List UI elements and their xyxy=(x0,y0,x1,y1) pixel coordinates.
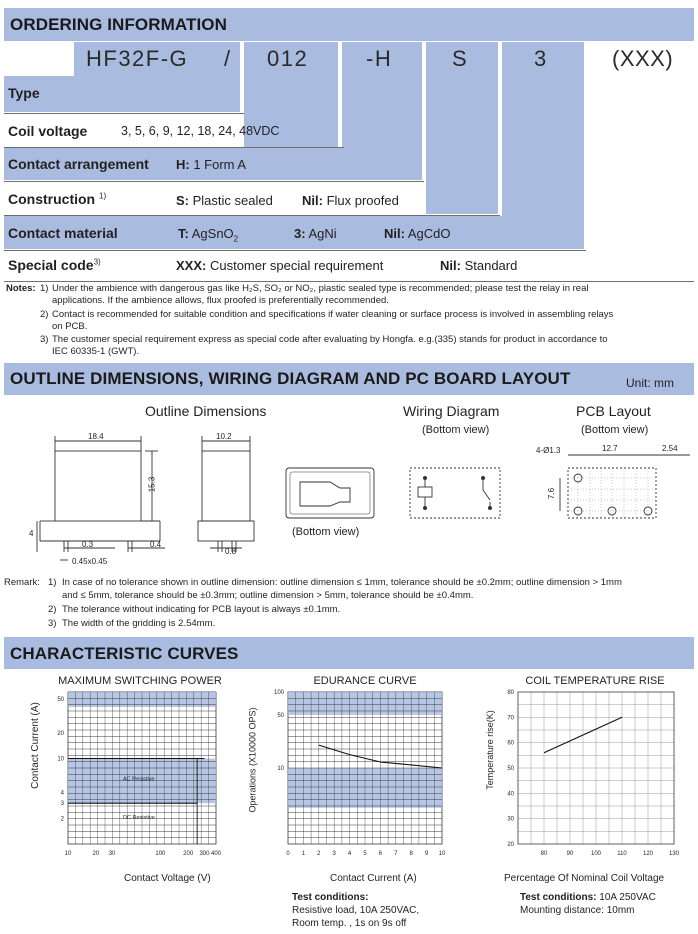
construction-flux: Nil: Flux proofed xyxy=(302,193,399,208)
chart1-xtick-3: 100 xyxy=(155,851,166,857)
chart2-xtick-0: 0 xyxy=(286,851,290,857)
remark-1-line1: In case of no tolerance shown in outline dimension: outline dimension ≤ 1mm, tolerance should be ±0.2mm; outline dimension > 1mm xyxy=(62,577,622,588)
chart2-xtick-3: 3 xyxy=(332,851,336,857)
chart3-ytick-0: 20 xyxy=(507,842,514,848)
type-code: HF32F-G xyxy=(86,46,189,71)
chart3-xtick-0: 80 xyxy=(540,851,548,857)
chart1-ytick-3: 10 xyxy=(57,756,64,763)
outline-title: OUTLINE DIMENSIONS, WIRING DIAGRAM AND PC BOARD LAYOUT xyxy=(10,369,571,388)
note-3-num: 3) xyxy=(40,334,49,345)
pcb-dim-12-7: 12.7 xyxy=(602,444,618,453)
pcb-bottom-view: (Bottom view) xyxy=(581,424,649,436)
note-2-line1: Contact is recommended for suitable condition and specifications if water cleaning or surface process is involved in assembling relays xyxy=(52,309,614,320)
note-1-line1: Under the ambience with dangerous gas like H₂S, SO₂ or NO₂, plastic sealed type is recommended; please test the relay in real xyxy=(52,283,589,294)
pcb-layout-title: PCB Layout xyxy=(576,403,651,419)
pcb-dim-7-6: 7.6 xyxy=(547,487,557,500)
chart3-ytick-1: 30 xyxy=(507,816,514,823)
arrangement-code: -H xyxy=(366,46,393,71)
chart2-xtick-5: 5 xyxy=(363,851,367,857)
note-3-line1: The customer special requirement express as special code after evaluating by Hongfa. e.g.(335) stands for product in accordance to xyxy=(52,334,608,345)
chart1-legend-0: AC Resistive xyxy=(123,776,155,783)
chart2-ytick-2: 100 xyxy=(273,690,284,696)
chart2-xtick-1: 1 xyxy=(301,851,306,857)
remark-1-line2: and ≤ 5mm, tolerance should be ±0.3mm; outline dimension > 5mm, tolerance should be ±0.4mm. xyxy=(62,590,474,601)
dim-15-3: 15.3 xyxy=(147,476,157,493)
coil-test-line2: Mounting distance: 10mm xyxy=(520,905,635,916)
chart1-ytick-5: 50 xyxy=(57,696,64,703)
remark-label: Remark: xyxy=(4,577,40,588)
chart2-title: EDURANCE CURVE xyxy=(313,675,417,687)
wiring-diagram-title: Wiring Diagram xyxy=(403,403,500,419)
chart3-xtick-3: 110 xyxy=(617,851,627,857)
dim-10-2: 10.2 xyxy=(216,432,232,441)
contact-arrangement-label: Contact arrangement xyxy=(8,156,149,172)
dim-0-45: 0.45x0.45 xyxy=(72,557,108,566)
pcb-holes-label: 4-Ø1.3 xyxy=(536,446,561,455)
chart2-xlabel: Contact Current (A) xyxy=(330,873,417,884)
chart1-xtick-4: 200 xyxy=(183,851,194,857)
chart1-xlabel: Contact Voltage (V) xyxy=(124,873,211,884)
chart1-ytick-1: 3 xyxy=(60,801,64,808)
chart1-xtick-1: 20 xyxy=(92,851,100,857)
note-2-line2: on PCB. xyxy=(52,321,88,332)
curves-title: CHARACTERISTIC CURVES xyxy=(10,644,239,663)
slash-code: / xyxy=(224,46,232,71)
unit-label: Unit: mm xyxy=(626,376,674,390)
chart3-ytick-6: 80 xyxy=(507,690,514,696)
chart2-xtick-2: 2 xyxy=(317,851,321,857)
pcb-dim-2-54: 2.54 xyxy=(662,444,678,453)
notes-label: Notes: xyxy=(6,283,36,294)
material-agni: 3: AgNi xyxy=(294,226,337,241)
note-2-num: 2) xyxy=(40,309,49,320)
remark-3-num: 3) xyxy=(48,618,57,629)
chart1-xtick-5: 300 xyxy=(199,851,210,857)
chart1-xtick-0: 10 xyxy=(64,851,72,857)
contact-material-label: Contact material xyxy=(8,225,118,241)
outline-dimensions-title: Outline Dimensions xyxy=(145,403,267,419)
special-code-nil: Nil: Standard xyxy=(440,258,518,273)
chart3-title: COIL TEMPERATURE RISE xyxy=(525,675,665,687)
chart3-xlabel: Percentage Of Nominal Coil Voltage xyxy=(504,873,665,884)
note-1-line2: applications. If the ambience allows, flux proofed is preferentially recommended. xyxy=(52,295,389,306)
contact-arrangement-value: H: 1 Form A xyxy=(176,157,247,172)
chart1-xtick-2: 30 xyxy=(108,851,116,857)
remark-2-num: 2) xyxy=(48,604,57,615)
material-code: 3 xyxy=(534,46,548,71)
chart3-xtick-4: 120 xyxy=(642,851,654,857)
endurance-test-label: Test conditions: xyxy=(292,892,369,903)
chart2-ylabel: Operations (X10000 OPS) xyxy=(247,707,258,813)
dim-0-4: 0.4 xyxy=(150,540,162,549)
dim-0-3: 0.3 xyxy=(82,540,94,549)
dim-18-4: 18.4 xyxy=(88,432,104,441)
special-code-xxx: XXX: Customer special requirement xyxy=(176,258,384,273)
dim-4: 4 xyxy=(29,529,34,538)
chart2-xtick-10: 10 xyxy=(438,851,446,857)
construction-label: Construction $^{1)}$ xyxy=(8,191,107,207)
chart3-xtick-1: 90 xyxy=(566,851,574,857)
remark-3-line1: The width of the gridding is 2.54mm. xyxy=(62,618,216,629)
chart1-ytick-4: 20 xyxy=(57,730,64,737)
remark-2-line1: The tolerance without indicating for PCB layout is always ±0.1mm. xyxy=(62,604,341,615)
chart1-ytick-2: 4 xyxy=(60,790,64,797)
chart1-ytick-0: 2 xyxy=(60,816,64,823)
chart2-xtick-9: 9 xyxy=(424,851,429,857)
construction-code: S xyxy=(452,46,469,71)
note-3-line2: IEC 60335-1 (GWT). xyxy=(52,346,140,357)
chart1-xtick-6: 400 xyxy=(210,851,222,857)
special-code: (XXX) xyxy=(612,46,674,71)
chart3-ytick-5: 70 xyxy=(507,715,514,722)
chart2-xtick-4: 4 xyxy=(347,851,352,857)
chart2-xtick-7: 7 xyxy=(394,851,398,857)
special-code-label: Special code$^{3)}$ xyxy=(8,257,101,273)
chart3-xtick-2: 100 xyxy=(590,851,602,857)
outline-bottom-view: (Bottom view) xyxy=(292,526,360,538)
material-agcdo: Nil: AgCdO xyxy=(384,226,451,241)
chart2-xtick-8: 8 xyxy=(409,851,413,857)
endurance-test-line2: Room temp. , 1s on 9s off xyxy=(292,918,407,929)
chart1-title: MAXIMUM SWITCHING POWER xyxy=(58,675,222,687)
construction-sealed: S: Plastic sealed xyxy=(176,193,273,208)
coil-voltage-label: Coil voltage xyxy=(8,123,88,139)
endurance-test-line1: Resistive load, 10A 250VAC, xyxy=(292,905,420,916)
chart3-ytick-2: 40 xyxy=(507,791,514,798)
note-1-num: 1) xyxy=(40,283,49,294)
coil-voltage-value: 3, 5, 6, 9, 12, 18, 24, 48VDC xyxy=(121,124,280,138)
remark-1-num: 1) xyxy=(48,577,57,588)
ordering-title: ORDERING INFORMATION xyxy=(10,15,228,34)
type-label: Type xyxy=(8,85,40,101)
chart2-xtick-6: 6 xyxy=(378,851,383,857)
material-agsno2: T: AgSnO$_2$ xyxy=(178,226,239,244)
chart3-ylabel: Temperature rise(K) xyxy=(484,710,495,790)
chart2-ytick-1: 50 xyxy=(277,712,284,719)
coil-test-line1: Test conditions: 10A 250VAC xyxy=(520,892,656,903)
chart3-ytick-3: 50 xyxy=(507,766,514,772)
chart3-ytick-4: 60 xyxy=(507,740,514,747)
chart2-ytick-0: 10 xyxy=(277,766,284,772)
wiring-bottom-view: (Bottom view) xyxy=(422,424,490,436)
chart1-legend-1: DC Resistive xyxy=(123,815,155,822)
dim-0-8: 0.8 xyxy=(225,547,237,556)
voltage-code: 012 xyxy=(267,46,309,71)
chart1-ylabel: Contact Current (A) xyxy=(29,702,41,789)
chart3-xtick-5: 130 xyxy=(668,851,680,857)
